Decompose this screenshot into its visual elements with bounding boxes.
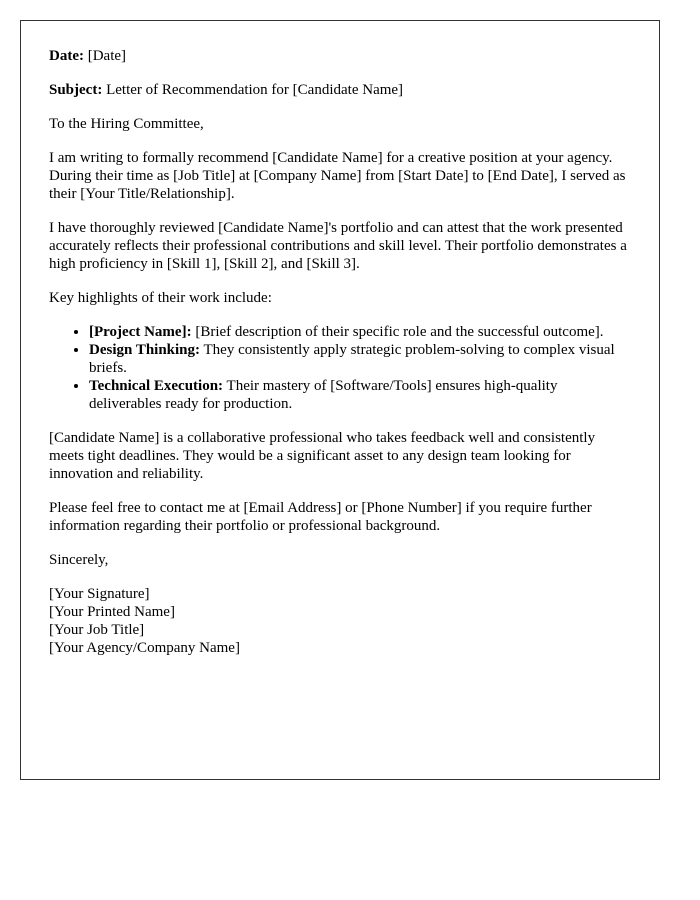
date-value: [Date] bbox=[83, 48, 127, 64]
closing: Sincerely, bbox=[49, 552, 109, 568]
date-line bbox=[49, 47, 631, 65]
list-item bbox=[89, 341, 631, 377]
subject-line bbox=[49, 81, 631, 99]
highlights-list bbox=[49, 323, 631, 413]
body-paragraph-2: I have thoroughly reviewed [Candidate Name]'s portfolio and can attest that the work presented accurately reflects their professional contributions and skill level. Their portfolio demonstrates a high proficiency in [Skill 1], [Skill 2], and [Skill 3]. bbox=[49, 220, 627, 272]
letter-page bbox=[20, 20, 660, 780]
highlight-text: Their mastery of [Software/Tools] ensures high-quality deliverables ready for production. bbox=[89, 378, 558, 412]
highlights-intro: Key highlights of their work include: bbox=[49, 290, 272, 306]
highlight-label: Technical Execution: bbox=[89, 378, 224, 394]
salutation: To the Hiring Committee, bbox=[49, 116, 204, 132]
company-line: [Your Agency/Company Name] bbox=[49, 640, 240, 656]
body-paragraph-4: Please feel free to contact me at [Email Address] or [Phone Number] if you require further information regarding their portfolio or professional background. bbox=[49, 500, 592, 534]
subject-label: Subject: bbox=[49, 82, 103, 98]
body-paragraph-3: [Candidate Name] is a collaborative professional who takes feedback well and consistently meets tight deadlines. They would be a significant asset to any design team looking for innovation and reliability. bbox=[49, 430, 596, 482]
body-paragraph-1: I am writing to formally recommend [Candidate Name] for a creative position at your agency. During their time as [Job Title] at [Company Name] from [Start Date] to [End Date], I served as their [Your Title/Relationship]. bbox=[49, 150, 626, 202]
highlight-label: Design Thinking: bbox=[89, 342, 201, 358]
date-label: Date: bbox=[49, 48, 84, 64]
job-title-line: [Your Job Title] bbox=[49, 622, 145, 638]
list-item bbox=[89, 323, 631, 341]
signature-block bbox=[49, 585, 631, 657]
highlight-text: [Brief description of their specific role and the successful outcome]. bbox=[191, 324, 604, 340]
signature-line: [Your Signature] bbox=[49, 586, 150, 602]
highlight-label: [Project Name]: bbox=[89, 324, 192, 340]
printed-name-line: [Your Printed Name] bbox=[49, 604, 175, 620]
subject-value: Letter of Recommendation for [Candidate Name] bbox=[102, 82, 404, 98]
highlight-text: They consistently apply strategic problem-solving to complex visual briefs. bbox=[89, 342, 615, 376]
list-item bbox=[89, 377, 631, 413]
